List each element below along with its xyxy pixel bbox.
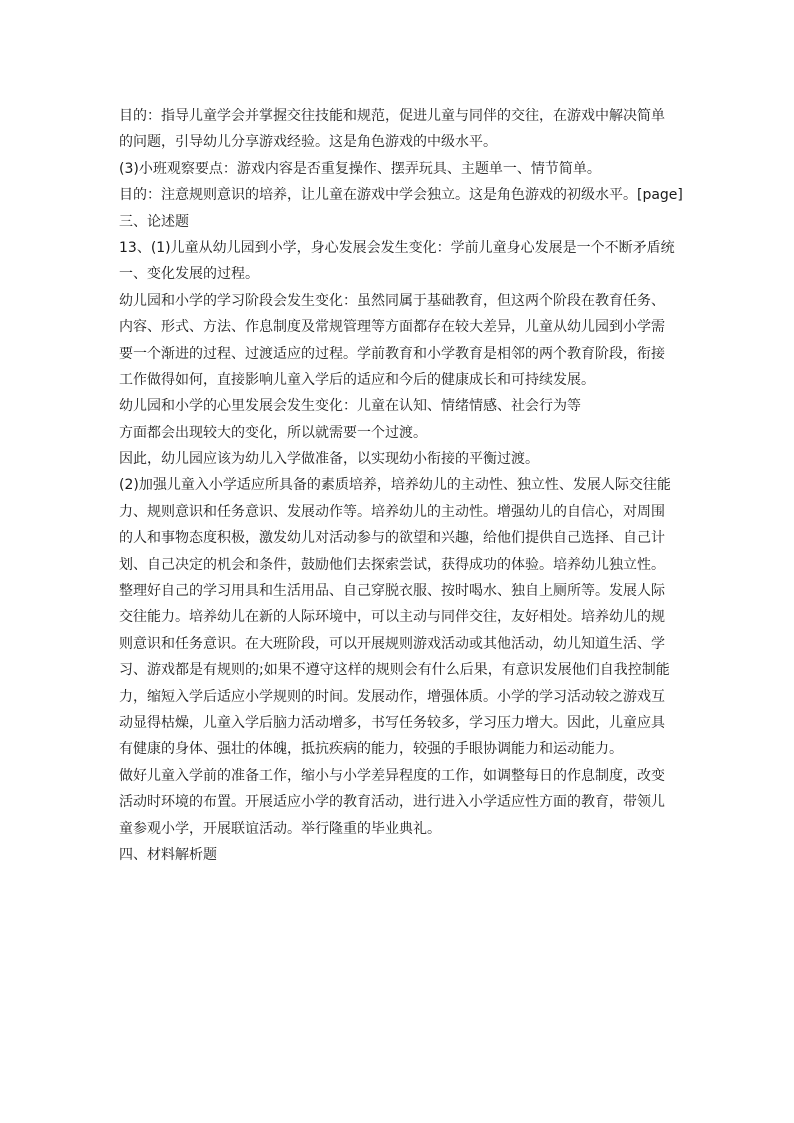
text-line: 划、自己决定的机会和条件，鼓励他们去探索尝试，获得成功的体验。培养幼儿独立性。 [119, 556, 665, 573]
text-line: 习、游戏都是有规则的;如果不遵守这样的规则会有什么后果，有意识发展他们自我控制能 [119, 662, 670, 679]
text-line: 则意识和任务意识。在大班阶段，可以开展规则游戏活动或其他活动，幼儿知道生活、学 [119, 635, 665, 652]
text-line: 的问题，引导幼儿分享游戏经验。这是角色游戏的中级水平。 [119, 134, 497, 151]
text-line: (3)小班观察要点：游戏内容是否重复操作、摆弄玩具、主题单一、情节简单。 [119, 160, 601, 177]
text-line: 活动时环境的布置。开展适应小学的教育活动，进行进入小学适应性方面的教育，带领儿 [119, 794, 665, 811]
text-line: 动显得枯燥，儿童入学后脑力活动增多，书写任务较多，学习压力增大。因此，儿童应具 [119, 714, 665, 731]
text-line: 方面都会出现较大的变化，所以就需要一个过渡。 [119, 424, 427, 441]
text-line: 一、变化发展的过程。 [119, 266, 259, 283]
text-line: 有健康的身体、强壮的体魄，抵抗疾病的能力，较强的手眼协调能力和运动能力。 [119, 741, 623, 758]
text-line: 整理好自己的学习用具和生活用品、自己穿脱衣服、按时喝水、独自上厕所等。发展人际 [119, 583, 665, 600]
text-line: 目的：指导儿童学会并掌握交往技能和规范，促进儿童与同伴的交往，在游戏中解决简单 [119, 108, 665, 124]
text-line: 目的：注意规则意识的培养，让儿童在游戏中学会独立。这是角色游戏的初级水平。[page] [119, 187, 683, 204]
text-line: 因此，幼儿园应该为幼儿入学做准备，以实现幼小衔接的平衡过渡。 [119, 451, 539, 468]
text-line: 力，缩短入学后适应小学规则的时间。发展动作，增强体质。小学的学习活动较之游戏互 [119, 688, 665, 705]
text-line: 要一个渐进的过程、过渡适应的过程。学前教育和小学教育是相邻的两个教育阶段，衔接 [119, 345, 665, 362]
document-body [119, 103, 685, 868]
section-heading: 三、论述题 [119, 213, 189, 230]
text-line: 内容、形式、方法、作息制度及常规管理等方面都存在较大差异，儿童从幼儿园到小学需 [119, 319, 665, 336]
text-line: 13、(1)儿童从幼儿园到小学，身心发展会发生变化：学前儿童身心发展是一个不断矛盾统 [119, 239, 675, 256]
section-heading: 四、材料解析题 [119, 846, 217, 863]
text-line: 幼儿园和小学的学习阶段会发生变化：虽然同属于基础教育，但这两个阶段在教育任务、 [119, 292, 665, 309]
text-line: 幼儿园和小学的心里发展会发生变化：儿童在认知、情绪情感、社会行为等 [119, 398, 581, 415]
text-line: 力、规则意识和任务意识、发展动作等。培养幼儿的主动性。增强幼儿的自信心，对周围 [119, 503, 665, 520]
text-line: 的人和事物态度积极，激发幼儿对活动参与的欲望和兴趣，给他们提供自己选择、自己计 [119, 530, 665, 547]
text-line: 童参观小学，开展联谊活动。举行隆重的毕业典礼。 [119, 820, 441, 837]
text-line: 做好儿童入学前的准备工作，缩小与小学差异程度的工作，如调整每日的作息制度，改变 [119, 767, 665, 784]
text-line: 交往能力。培养幼儿在新的人际环境中，可以主动与同伴交往，友好相处。培养幼儿的规 [119, 609, 665, 626]
text-line: 工作做得如何，直接影响儿童入学后的适应和今后的健康成长和可持续发展。 [119, 371, 595, 388]
text-line: (2)加强儿童入小学适应所具备的素质培养，培养幼儿的主动性、独立性、发展人际交往能 [119, 477, 671, 494]
